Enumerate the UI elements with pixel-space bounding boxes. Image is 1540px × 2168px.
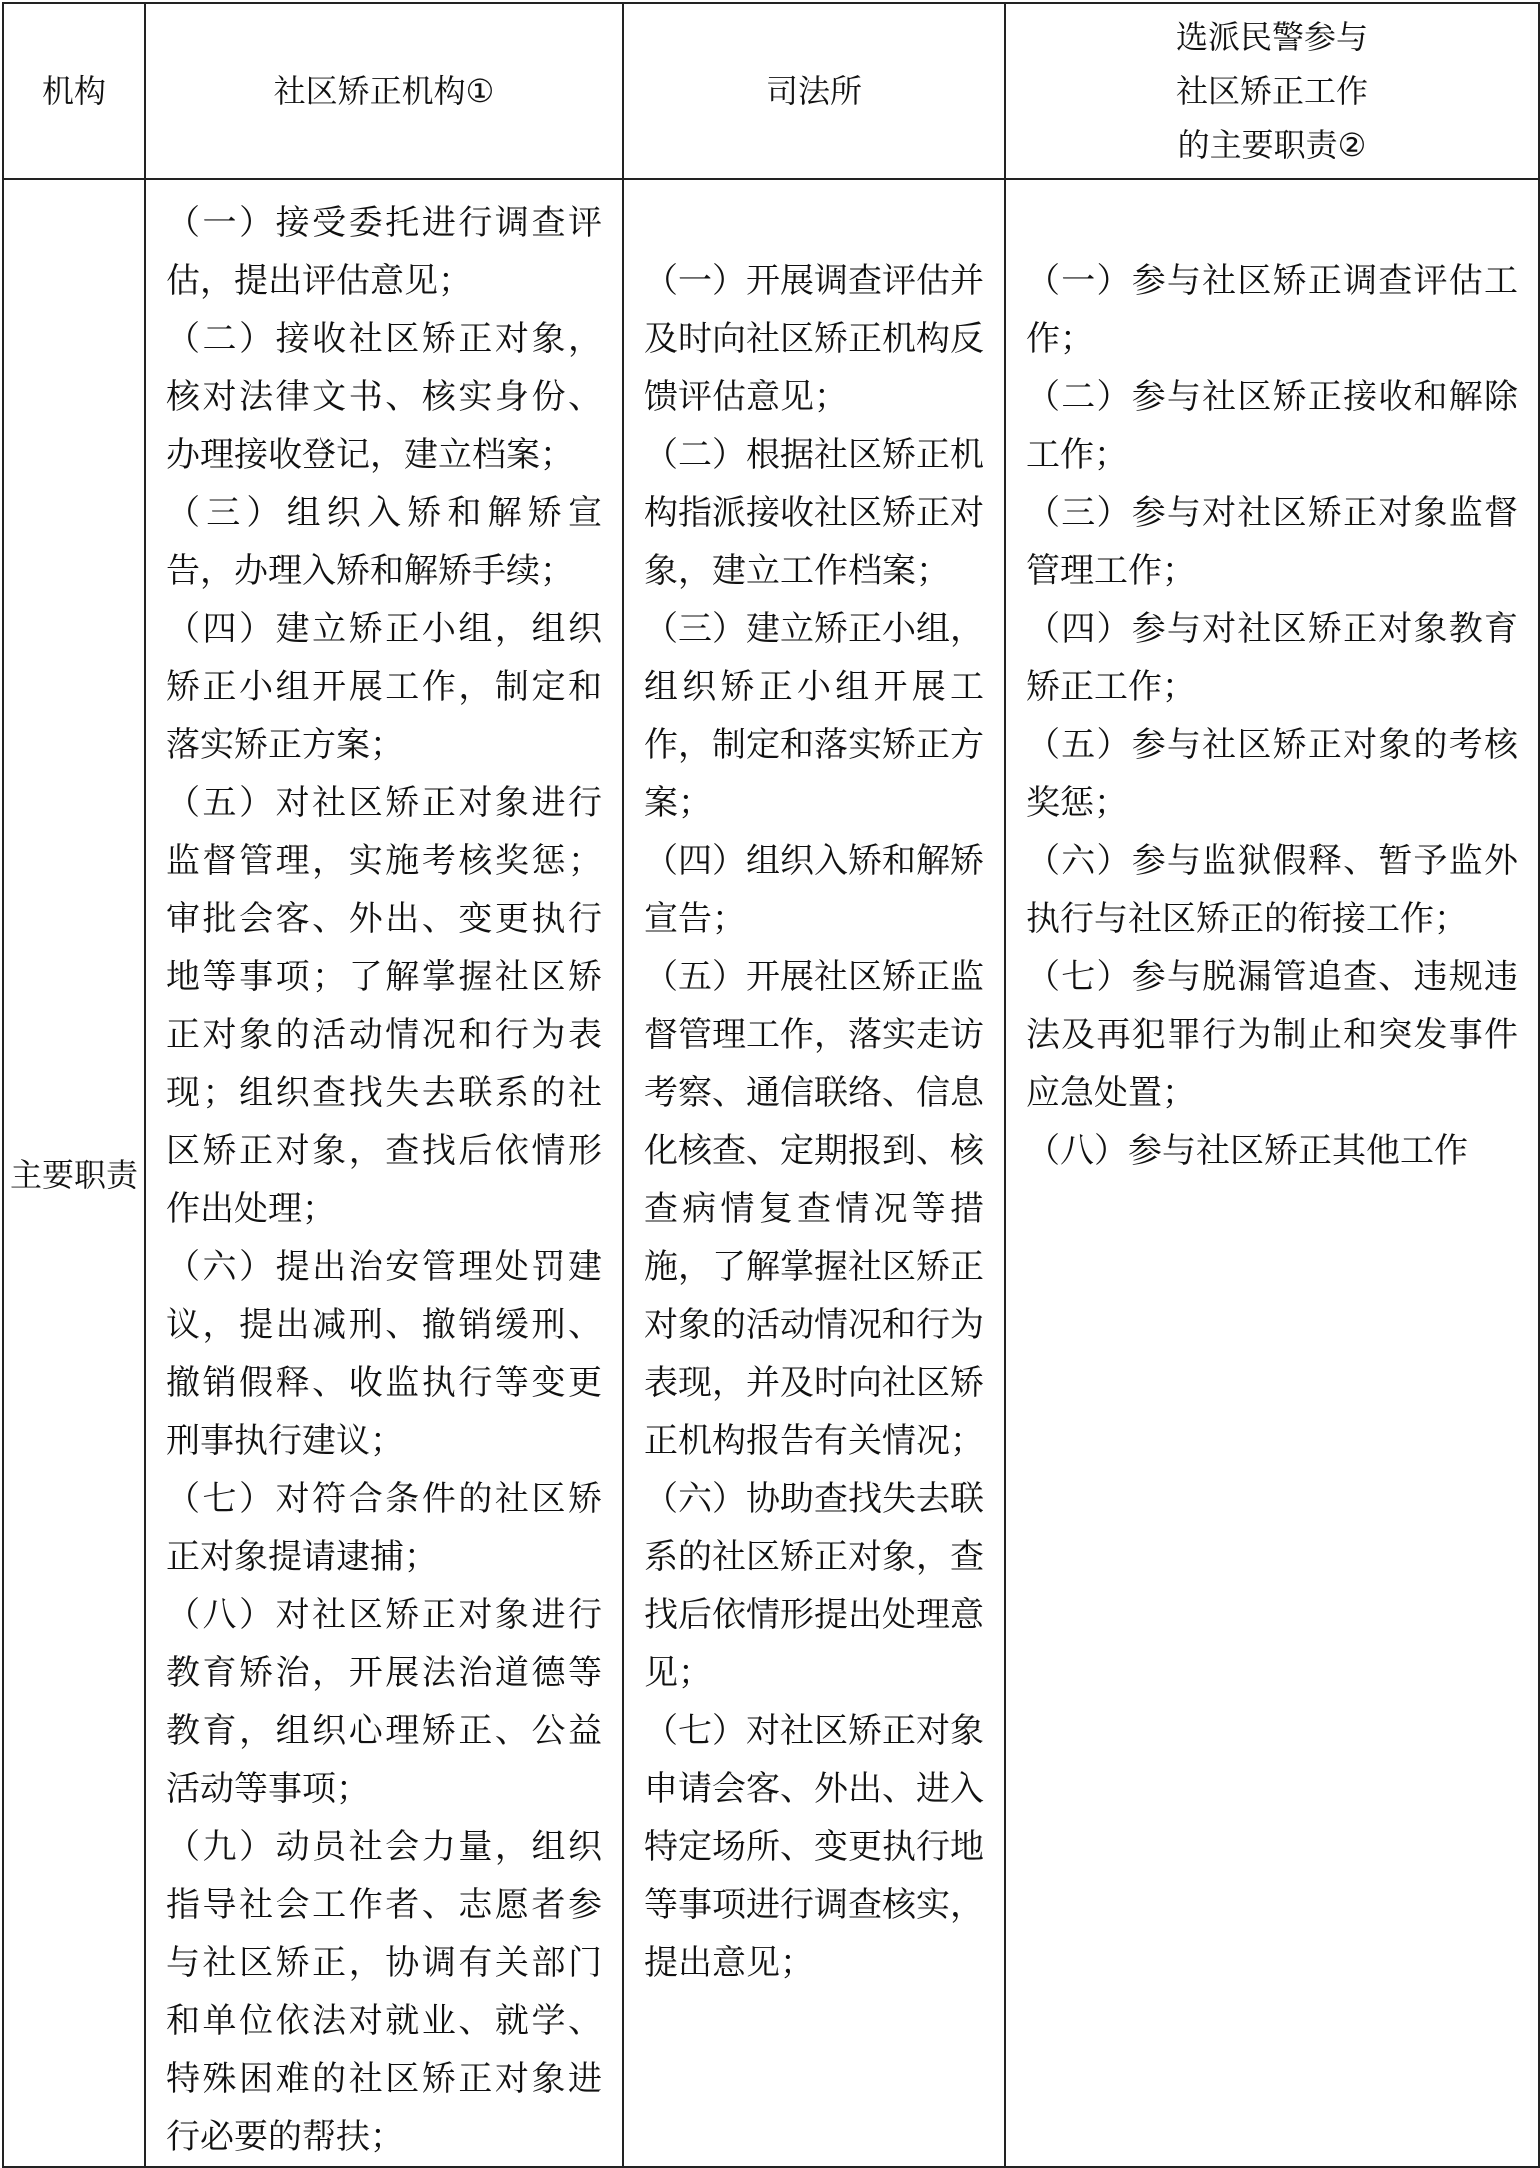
agency-duty-item: （九）动员社会力量，组织指导社会工作者、志愿者参与社区矫正，协调有关部门和单位依法对就业、就学、特殊困难的社区矫正对象进行必要的帮扶； (166, 1827, 602, 2157)
police-duty-item: （七）参与脱漏管追查、违规违法及再犯罪行为制止和突发事件应急处置； (1026, 957, 1518, 1113)
judicial-office-duty-item: （二）根据社区矫正机构指派接收社区矫正对象，建立工作档案； (644, 435, 984, 591)
header-police-duties (1005, 3, 1539, 179)
row-label-main-duties: 主要职责 (3, 179, 145, 2167)
agency-duty-item: （二）接收社区矫正对象，核对法律文书、核实身份、办理接收登记，建立档案； (166, 319, 602, 475)
police-duty-item: （五）参与社区矫正对象的考核奖惩； (1026, 725, 1518, 823)
header-institution: 机构 (3, 3, 145, 179)
police-duty-item: （一）参与社区矫正调查评估工作； (1026, 261, 1518, 359)
agency-duty-item: （四）建立矫正小组，组织矫正小组开展工作，制定和落实矫正方案； (166, 609, 602, 765)
police-duty-item: （六）参与监狱假释、暂予监外执行与社区矫正的衔接工作； (1026, 841, 1518, 939)
agency-duty-item: （一）接受委托进行调查评估，提出评估意见； (166, 203, 602, 301)
header-judicial-office: 司法所 (623, 3, 1005, 179)
agency-duty-item: （五）对社区矫正对象进行监督管理，实施考核奖惩；审批会客、外出、变更执行地等事项；了解掌握社区矫正对象的活动情况和行为表现；组织查找失去联系的社区矫正对象，查找后依情形作出处理； (166, 783, 602, 1229)
agency-duty-item: （六）提出治安管理处罚建议，提出减刑、撤销缓刑、撤销假释、收监执行等变更刑事执行建议； (166, 1247, 602, 1461)
header-row (3, 3, 1539, 179)
police-duties-cell (1005, 179, 1539, 2167)
police-duty-item: （四）参与对社区矫正对象教育矫正工作； (1026, 609, 1518, 707)
header-community-correction-agency: 社区矫正机构① (145, 3, 623, 179)
judicial-office-duty-item: （三）建立矫正小组，组织矫正小组开展工作，制定和落实矫正方案； (644, 609, 984, 823)
header-police-duties-line: 的主要职责② (1177, 126, 1367, 164)
judicial-office-duty-item: （七）对社区矫正对象申请会客、外出、进入特定场所、变更执行地等事项进行调查核实，提出意见； (644, 1711, 984, 1983)
judicial-office-duty-item: （一）开展调查评估并及时向社区矫正机构反馈评估意见； (644, 261, 984, 417)
police-duty-item: （八）参与社区矫正其他工作 (1026, 1131, 1468, 1171)
agency-duty-item: （七）对符合条件的社区矫正对象提请逮捕； (166, 1479, 602, 1577)
agency-duty-item: （三）组织入矫和解矫宣告，办理入矫和解矫手续； (166, 493, 602, 591)
body-row (3, 179, 1539, 2167)
police-duty-item: （三）参与对社区矫正对象监督管理工作； (1026, 493, 1518, 591)
header-police-duties-line: 社区矫正工作 (1175, 72, 1368, 110)
judicial-office-duty-item: （六）协助查找失去联系的社区矫正对象，查找后依情形提出处理意见； (644, 1479, 984, 1693)
police-duty-item: （二）参与社区矫正接收和解除工作； (1026, 377, 1518, 475)
agency-duty-item: （八）对社区矫正对象进行教育矫治，开展法治道德等教育，组织心理矫正、公益活动等事项； (166, 1595, 602, 1809)
judicial-office-duties-cell (623, 179, 1005, 2167)
judicial-office-duty-item: （五）开展社区矫正监督管理工作，落实走访考察、通信联络、信息化核查、定期报到、核查病情复查情况等措施，了解掌握社区矫正对象的活动情况和行为表现，并及时向社区矫正机构报告有关情况； (644, 957, 984, 1461)
duties-table (2, 2, 1540, 2168)
agency-duties-cell (145, 179, 623, 2167)
judicial-office-duty-item: （四）组织入矫和解矫宣告； (644, 841, 984, 939)
header-police-duties-line: 选派民警参与 (1175, 18, 1368, 56)
